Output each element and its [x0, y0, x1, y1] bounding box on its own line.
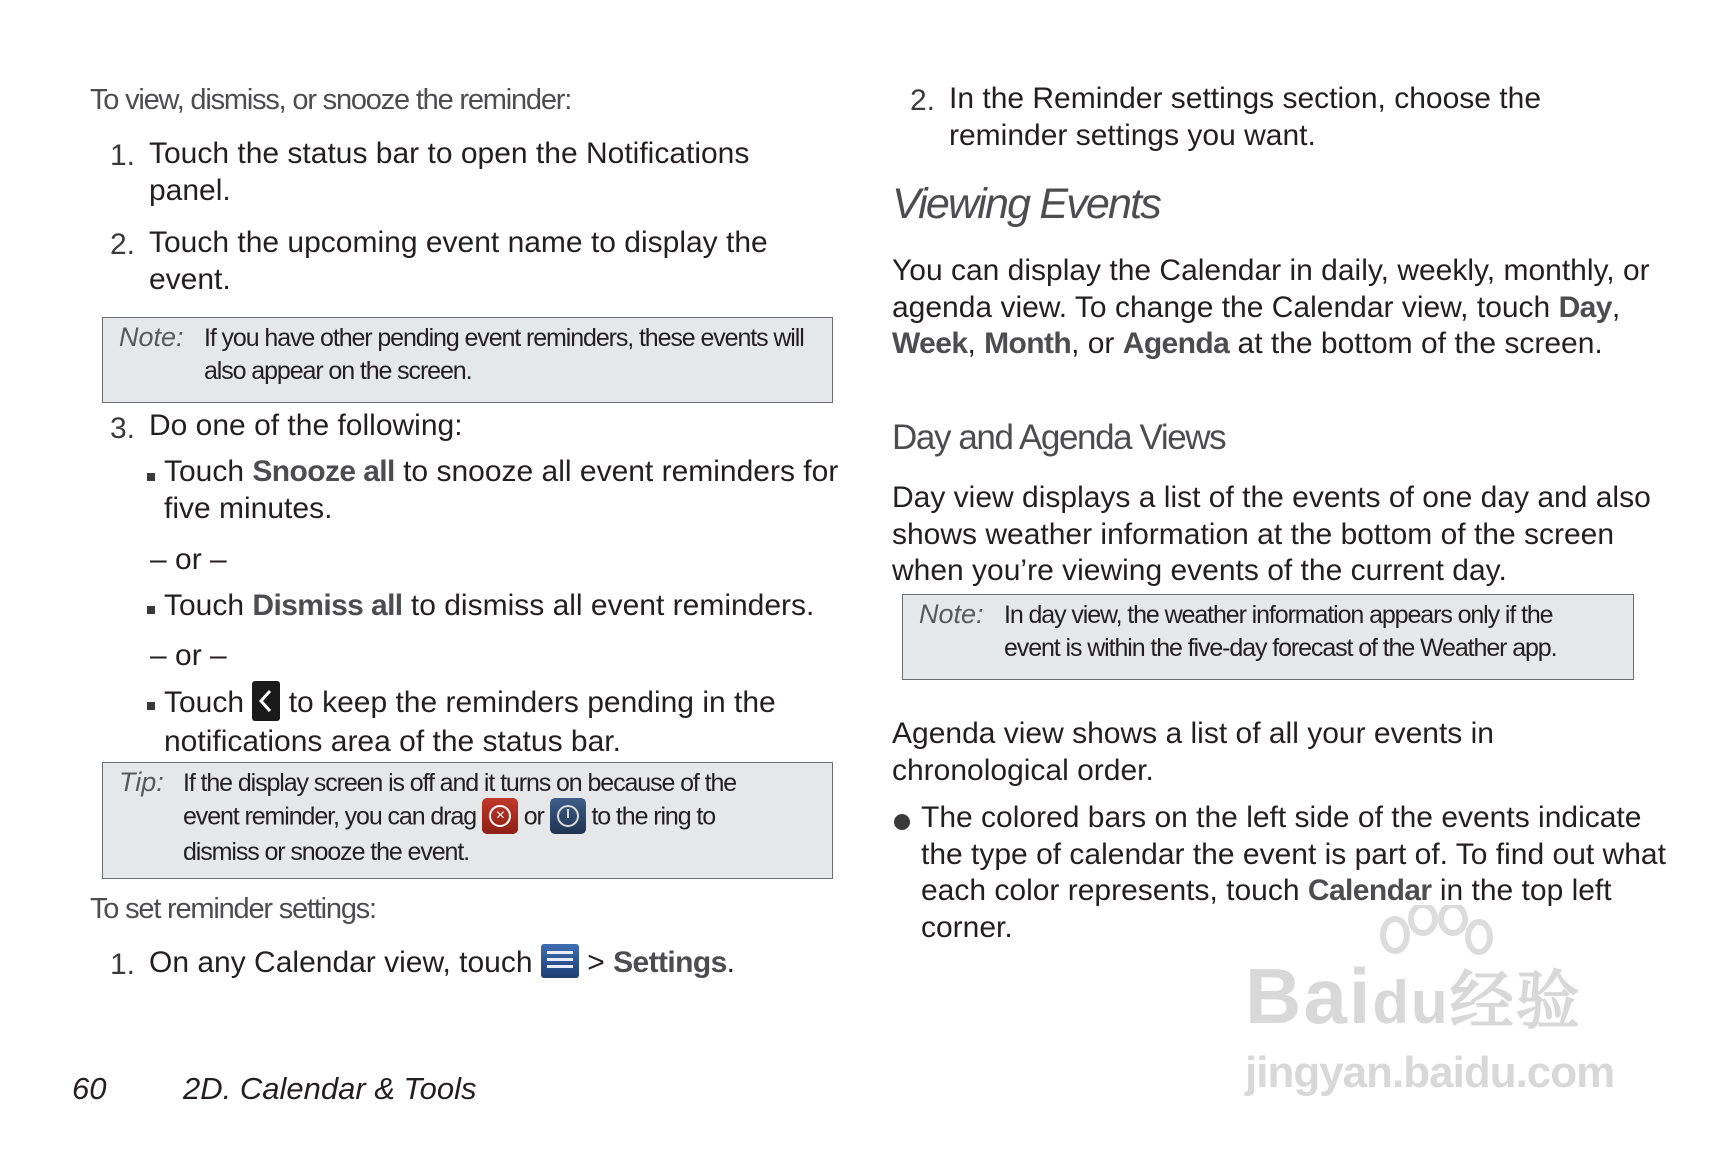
day-view-paragraph: Day view displays a list of the events of one day and also shows weather information at the bottom of the screen when you’re viewing events of the current day. [892, 481, 1651, 587]
step-number: 1. [110, 948, 136, 981]
paragraph-segment: , [1611, 290, 1621, 324]
square-bullet [147, 473, 155, 481]
note-label: Note: [919, 599, 984, 629]
tip-line [183, 800, 828, 836]
step-number: 2. [110, 228, 136, 261]
note-text: If you have other pending event reminders, these events will also appear on the screen. [204, 324, 804, 385]
dismiss-reminder-icon: × [482, 798, 518, 834]
baidu-watermark-url: jingyan.baidu.com [1245, 1048, 1615, 1097]
tip-text-segment: or [517, 802, 550, 831]
snooze-all-label: Snooze all [252, 455, 395, 488]
tip-label: Tip: [119, 767, 164, 797]
left-column [0, 0, 860, 1152]
note-box [902, 594, 1634, 680]
paw-icon [1375, 905, 1495, 975]
settings-procedure-heading: To set reminder settings: [90, 893, 376, 925]
or-separator: – or – [150, 639, 227, 672]
item-text: in the top left corner. [921, 874, 1612, 944]
note-label: Note: [119, 322, 184, 352]
agenda-label: Agenda [1122, 327, 1230, 360]
item-text: The colored bars on the left side of the events indicate the type of calendar the event is part of. To find out what each color represents, touch [921, 801, 1666, 907]
square-bullet [147, 702, 155, 710]
settings-label: Settings [613, 946, 727, 979]
viewing-events-paragraph [892, 253, 1662, 363]
dismiss-all-label: Dismiss all [252, 589, 403, 622]
paragraph-segment: You can display the Calendar in daily, weekly, monthly, or agenda view. To change the Calendar view, touch [892, 254, 1650, 324]
option-text: to snooze all event reminders for five minutes. [164, 455, 839, 525]
agenda-view-paragraph: Agenda view shows a list of all your events in chronological order. [892, 717, 1494, 787]
day-agenda-title: Day and Agenda Views [892, 418, 1226, 457]
day-label: Day [1558, 290, 1612, 324]
note-text [1004, 599, 1634, 664]
menu-icon [541, 944, 579, 978]
note-line: event is within the five-day forecast of the Weather app. [1004, 633, 1557, 662]
week-label: Week [892, 327, 968, 360]
note-line: In day view, the weather information appears only if the [1004, 601, 1553, 629]
tip-text [183, 767, 828, 868]
option-text: Touch [164, 455, 253, 488]
settings-step-text [149, 945, 849, 982]
tip-line: dismiss or snooze the event. [183, 837, 470, 866]
step-2-text: Touch the upcoming event name to display the event. [149, 226, 768, 296]
option-text: to dismiss all event reminders. [402, 589, 815, 622]
page-number: 60 [72, 1071, 107, 1106]
back-option [164, 684, 854, 761]
gt-symbol: > [587, 946, 605, 979]
snooze-clock-icon [550, 798, 586, 834]
dismiss-all-option [164, 588, 854, 625]
tip-line: If the display screen is off and it turns on because of the [183, 769, 737, 797]
paragraph-segment: , or [1071, 327, 1123, 360]
step-number: 3. [110, 412, 136, 445]
reminder-procedure-heading: To view, dismiss, or snooze the reminder: [90, 84, 572, 116]
step-number: 2. [910, 84, 936, 117]
round-bullet [894, 814, 910, 830]
step-number: 1. [110, 139, 136, 172]
paragraph-segment: , [967, 327, 985, 360]
note-box [102, 317, 833, 403]
square-bullet [147, 606, 155, 614]
step-3-text: Do one of the following: [149, 409, 463, 442]
step-1-text: Touch the status bar to open the Notifications panel. [149, 137, 750, 207]
back-icon [252, 681, 280, 721]
tip-box [102, 762, 833, 879]
tip-text-segment: event reminder, you can drag [183, 802, 482, 831]
baidu-watermark-logo: Baidu经验 [1245, 952, 1582, 1040]
snooze-all-option [164, 454, 854, 527]
month-label: Month [984, 327, 1072, 360]
step-text-segment: . [726, 946, 735, 979]
option-text: Touch [164, 685, 253, 719]
paragraph-segment: at the bottom of the screen. [1229, 327, 1603, 360]
colored-bars-item [921, 800, 1666, 946]
option-text: to keep the reminders pending in the notifications area of the status bar. [164, 685, 776, 758]
section-title: 2D. Calendar & Tools [183, 1071, 477, 1106]
or-separator: – or – [150, 543, 227, 576]
viewing-events-title: Viewing Events [892, 180, 1161, 228]
tip-text-segment: to the ring to [585, 802, 716, 831]
step-text-segment: On any Calendar view, touch [149, 946, 541, 979]
option-text: Touch [164, 589, 253, 622]
calendar-label: Calendar [1307, 874, 1432, 907]
reminder-settings-step: In the Reminder settings section, choose the reminder settings you want. [949, 82, 1542, 152]
